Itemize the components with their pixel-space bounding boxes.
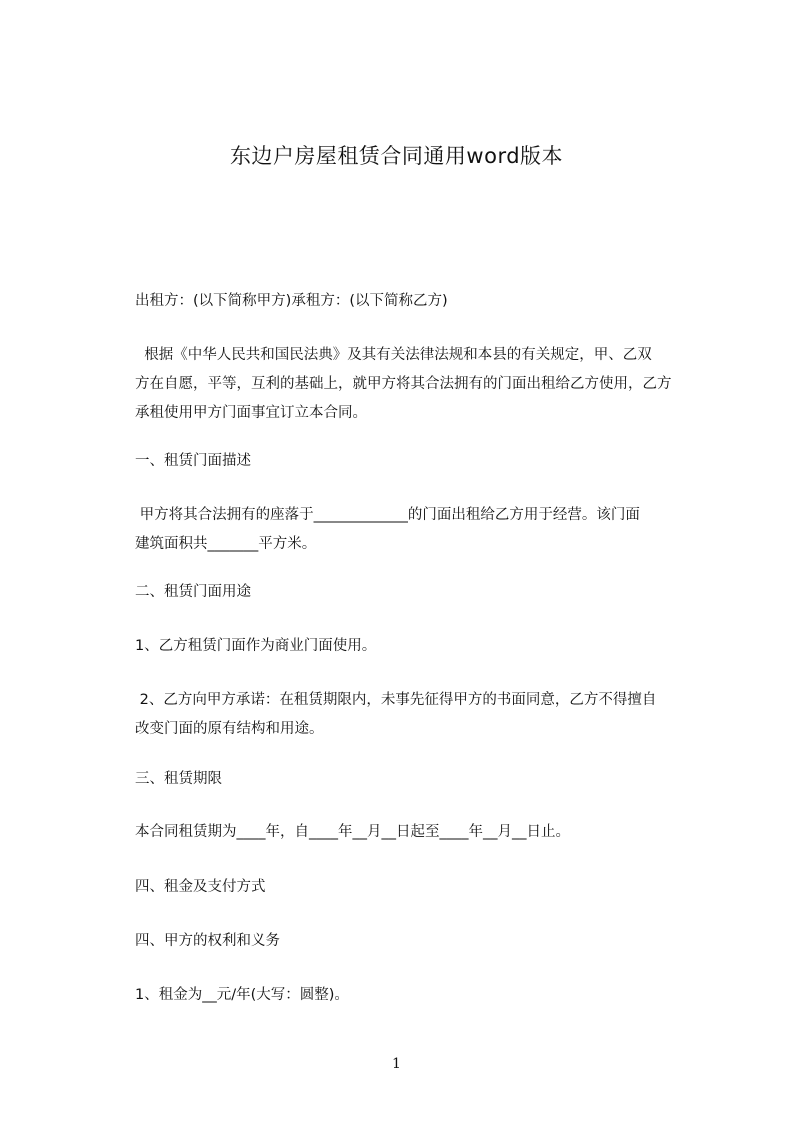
clause-premises-location: 甲方将其合法拥有的座落于_____________的门面出租给乙方用于经营。该门面 建筑面积共_______平方米。: [135, 507, 640, 552]
section-heading-2: 二、租赁门面用途: [135, 584, 251, 600]
document-title: 东边户房屋租赁合同通用word版本: [229, 144, 564, 168]
parties-line: 出租方：(以下简称甲方)承租方：(以下简称乙方): [135, 293, 448, 309]
clause-usage-2: 2、乙方向甲方承诺：在租赁期限内，未事先征得甲方的书面同意，乙方不得擅自 改变门面的原有结构和用途。: [135, 692, 657, 737]
clause-usage-1: 1、乙方租赁门面作为商业门面使用。: [135, 638, 377, 654]
section-heading-3: 三、租赁期限: [135, 771, 222, 787]
preamble-paragraph: 根据《中华人民共和国民法典》及其有关法律法规和本县的有关规定，甲、乙双 方在自愿，平等，互利的基础上，就甲方将其合法拥有的门面出租给乙方使用，乙方 承租使用甲方门面事宜订立本合同。: [135, 347, 672, 421]
section-heading-1: 一、租赁门面描述: [135, 453, 251, 469]
clause-rent-amount: 1、租金为__元/年(大写：圆整)。: [135, 987, 349, 1003]
page-number: 1: [392, 1056, 401, 1072]
section-heading-4: 四、租金及支付方式: [135, 879, 266, 895]
clause-lease-term: 本合同租赁期为____年，自____年__月__日起至____年__月__日止。: [135, 824, 570, 840]
section-heading-4b: 四、甲方的权利和义务: [135, 933, 280, 949]
